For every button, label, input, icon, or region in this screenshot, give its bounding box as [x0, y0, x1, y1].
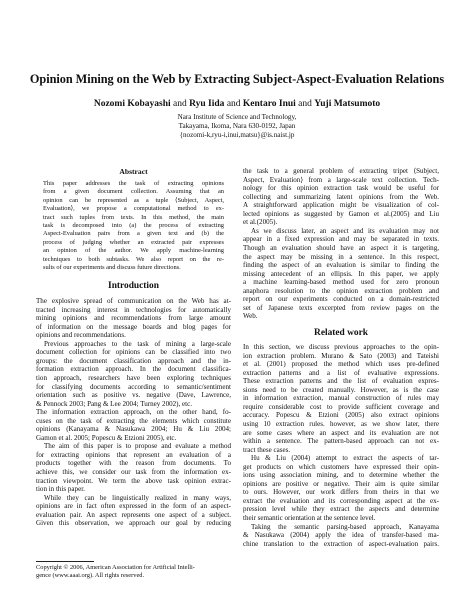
text-line: anaphora resolution to the opinion extraction problem and [243, 286, 439, 295]
text-line: for extracting opinions that represent an evaluation of a [36, 450, 231, 459]
text-line: The aim of this paper is to propose and evaluate a method [44, 442, 231, 451]
text-line: process of judging whether an extracted pair expresses [43, 238, 224, 246]
text-line: extract the evaluation and its corresponding aspect at the ex- [243, 496, 439, 505]
footnote-rule [36, 561, 94, 562]
author-separator: and [295, 99, 315, 109]
author-name: Yuji Matsumoto [314, 99, 381, 109]
text-line: As we discuss later, an aspect and its evaluation may not [251, 226, 439, 235]
text-line: using 10 extraction rules. however, as we show later, there [243, 419, 439, 428]
text-line: the aspect may be missing in a sentence. In this respect, [243, 252, 439, 261]
text-line: missing antecedent of an ellipsis. In this paper, we apply [243, 269, 439, 278]
text-line: nology for this opinion extraction task would be useful for [243, 184, 439, 193]
text-line: a machine learning-based method used for zero pronoun [243, 278, 439, 287]
text-line: of information on the message boards and blog pages for [36, 322, 231, 331]
copyright-line: Copyright © 2006, American Association for Artificial Intelli- [36, 564, 195, 571]
text-line: lected opinions as suggested by Gamon et al.(2005) and Liu [243, 209, 439, 218]
text-line: from a given document collection. Assuming that an [43, 188, 224, 196]
text-line: achieve this, we consider our task from the information ex- [36, 468, 231, 476]
text-line: formation extraction approach. In the document classifica- [36, 365, 231, 374]
text-line: cuses on the task of extracting the elements which constitute [36, 416, 231, 425]
text-line: to ours. However, our work differs from theirs in that we [243, 488, 439, 497]
text-line: Previous approaches to the task of mining a large-scale [44, 339, 231, 348]
text-line: an opinion of the author. We apply machine-learning [43, 247, 224, 255]
text-line: Taking the semantic parsing-based approach, Kanayama [251, 522, 439, 531]
text-line: traction viewpoint. We term the above task opinion extrac- [36, 476, 231, 485]
text-line: techniques to both subtasks. We also report on the re- [43, 255, 224, 263]
text-line: products together with the reason from documents. To [36, 459, 231, 468]
text-line: tract such tuples from texts. In this method, the main [43, 213, 224, 221]
text-line: pression level while they extract the aspects and determine [243, 505, 439, 514]
related-work-heading: Related work [314, 328, 368, 338]
text-line: document collection for opinions can be classified into two [36, 348, 231, 357]
text-line: A straightforward application might be visualization of col- [243, 201, 439, 210]
author-name: Nozomi Kobayashi [93, 99, 171, 109]
text-line: Though an evaluation should have an aspect it is targeting, [243, 243, 439, 252]
text-line: ion extraction problem. Murano & Sato (2003) and Tateishi [243, 351, 439, 360]
text-line: set of Japanese texts excerpted from review pages on the [243, 303, 439, 312]
introduction-heading: Introduction [108, 281, 159, 291]
text-line: tracted increasing interest in technologies for automatically [36, 305, 231, 314]
copyright-line: gence (www.aaai.org). All rights reserved. [36, 572, 145, 579]
text-line: This paper addresses the task of extracting opinions [43, 180, 224, 187]
affiliation-line: Takayama, Ikoma, Nara 630-0192, Japan [178, 122, 296, 130]
affiliation-line: Nara Institute of Science and Technology, [177, 113, 297, 121]
text-line: are some cases where an aspect and its evaluation are not [243, 428, 439, 437]
text-line: tion approach, researchers have been exploring techniques [36, 373, 231, 382]
author-separator: and [170, 99, 190, 109]
text-line: get products on which customers have expressed their opin- [243, 462, 439, 471]
text-line: The explosive spread of communication on the Web has at- [36, 297, 231, 305]
author-list [20, 99, 454, 109]
text-line: While they can be linguistically realized in many ways, [44, 493, 231, 502]
text-line: Aspect, Evaluation⟩ from a large-scale text collection. Tech- [243, 175, 439, 184]
text-line: Web. [243, 312, 258, 321]
text-line: extraction patterns and a list of evaluative expressions. [243, 368, 439, 377]
text-line: ions using association mining, and to determine whether the [243, 471, 439, 480]
paper-title: Opinion Mining on the Web by Extracting Subject-Aspect-Evaluation Relations [29, 72, 445, 86]
text-line: tract these cases. [243, 445, 291, 454]
text-line: Aspect-Evaluation pairs from a given text and (b) the [43, 230, 224, 238]
text-line: within a sentence. The pattern-based approach can not ex- [243, 437, 439, 446]
text-line: opinions are positive or negative. Their aim is quite similar [243, 479, 439, 488]
author-separator: and [224, 99, 243, 109]
text-line: the task to a general problem of extracting tripet ⟨Subject, [243, 167, 439, 175]
text-line: Hu & Liu (2004) attempt to extract the aspects of tar- [251, 454, 439, 463]
text-line: Gamon et al. 2005; Popescu & Etzioni 2005), etc. [36, 433, 177, 442]
text-line: opinions (Kanayama & Nasukawa 2004; Hu & Liu 2004; [36, 425, 231, 434]
text-line: Given this observation, we approach our goal by reducing [36, 519, 231, 528]
author-name: Ryu Iida [189, 99, 225, 109]
text-line: groups: the document classification approach and the in- [36, 356, 231, 365]
text-line: require considerable cost to provide sufficient coverage and [243, 402, 439, 411]
text-line: In this section, we discuss previous approaches to the opin- [243, 343, 439, 351]
text-line: for classifying documents according to semantic/sentiment [36, 382, 231, 391]
text-line: sions need to be created manually. However, as is the case [243, 385, 439, 394]
text-line: collecting and summarizing latent opinions from the Web. [243, 192, 439, 201]
text-line: These extraction patterns and the list of evaluation expres- [243, 377, 439, 386]
text-line: accuracy. Popescu & Etzioni (2005) also extract opinions [243, 411, 439, 420]
text-line: evaluation pair. An aspect represents one aspect of a subject. [36, 510, 231, 519]
text-line: Evaluation⟩, we propose a computational method to ex- [43, 205, 224, 213]
text-line: & Pennock 2003; Pang & Lee 2004; Turney 2002), etc. [36, 399, 192, 408]
text-line: task is decomposed into (a) the process of extracting [43, 222, 224, 229]
text-line: et al. (2001) proposed the method which uses pre-defined [243, 360, 439, 369]
author-emails: {nozomi-k,ryu-i,inui,matsu}@is.naist.jp [179, 131, 295, 139]
text-line: finding the aspect of an evaluation is similar to finding the [243, 261, 439, 270]
text-line: et al.(2005). [243, 218, 278, 227]
text-line: sults of our experiments and discuss future directions. [43, 264, 181, 271]
text-line: & Nasukawa (2004) apply the idea of transfer-based ma- [243, 531, 439, 540]
text-line: mining opinions and recommendations from large amount [36, 314, 231, 323]
text-line: chine translation to the extraction of aspect-evaluation pairs. [243, 539, 439, 548]
text-line: appear in a fixed expression and may be separated in texts. [243, 235, 439, 244]
text-line: opinions and recommendations. [36, 331, 126, 340]
text-line: their semantic orientation at the sentence level. [243, 514, 376, 522]
text-line: orientation such as positive vs. negative (Dave, Lawrence, [36, 391, 231, 400]
text-line: in information extraction, manual construction of rules may [243, 394, 439, 403]
text-line: The information extraction approach, on the other hand, fo- [36, 408, 231, 417]
author-name: Kentaro Inui [242, 99, 296, 109]
text-line: report on our experiments conducted on a domain-restricted [243, 295, 439, 304]
text-line: tion in this paper. [36, 485, 85, 494]
text-line: opinions are in fact often expressed in the form of an aspect- [36, 502, 231, 511]
text-line: opinion can be represented as a tuple ⟨Subject, Aspect, [43, 196, 224, 204]
abstract-heading: Abstract [119, 167, 148, 176]
